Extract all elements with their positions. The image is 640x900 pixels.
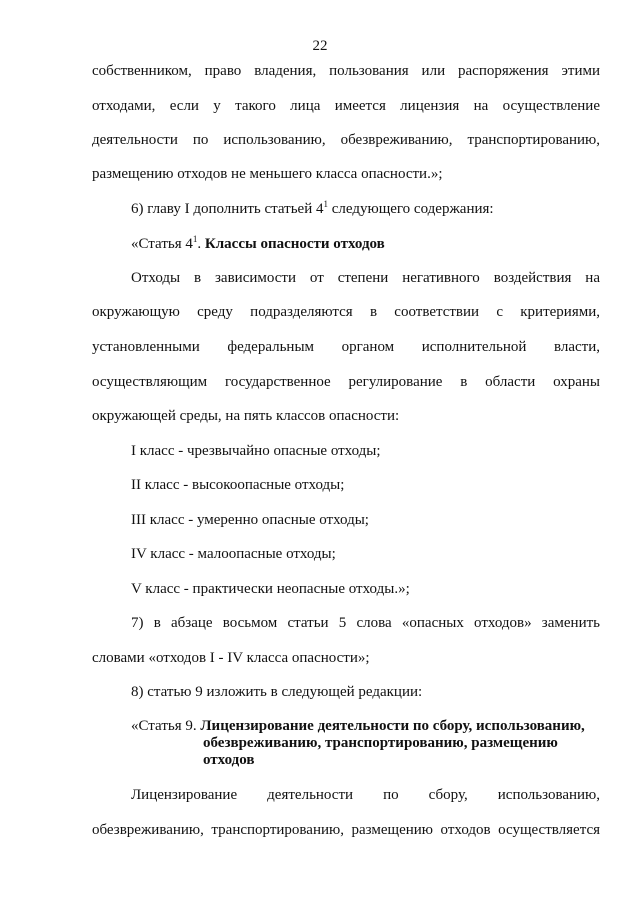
article-9-title-line-1: Лицензирование деятельности по сбору, использованию, [200,718,585,734]
article-4-1-dot: . [197,236,205,252]
paragraph-6-line-2: обезвреживанию, транспортированию, размещению отходов осуществляется [92,822,600,838]
paragraph-4-line-2: словами «отходов I - IV класса опасности»; [92,650,370,666]
article-9-prefix: «Статья 9. [131,718,201,734]
article-4-1-superscript: 1 [192,234,198,244]
paragraph-3-line-3: установленными федеральным органом исполнительной власти, [92,339,600,355]
article-9-heading [131,717,600,735]
paragraph-1-line-2: отходами, если у такого лица имеется лицензия на осуществление [92,98,600,114]
paragraph-6-line-1: Лицензирование деятельности по сбору, использованию, [131,787,600,803]
article-4-1-prefix: «Статья 4 [131,236,193,252]
paragraph-1-line-3: деятельности по использованию, обезвреживанию, транспортированию, [92,132,600,148]
class-item-1: I класс - чрезвычайно опасные отходы; [131,443,381,459]
page-number: 22 [312,38,328,54]
class-item-3: III класс - умеренно опасные отходы; [131,512,369,528]
article-4-1-title: Классы опасности отходов [204,236,385,252]
paragraph-1-line-1: собственником, право владения, пользования или распоряжения этими [92,63,600,79]
article-9-title-line-2: обезвреживанию, транспортированию, размещению [203,735,558,751]
paragraph-2-text-before: 6) главу I дополнить статьей 4 [131,201,324,217]
paragraph-3-line-4: осуществляющим государственное регулирование в области охраны [92,374,600,390]
class-item-2: II класс - высокоопасные отходы; [131,477,345,493]
paragraph-2 [131,200,600,218]
paragraph-1-line-4: размещению отходов не меньшего класса опасности.»; [92,166,443,182]
paragraph-2-text-after: следующего содержания: [328,201,494,217]
paragraph-5: 8) статью 9 изложить в следующей редакции: [131,684,423,700]
paragraph-4-line-1: 7) в абзаце восьмом статьи 5 слова «опасных отходов» заменить [131,615,600,631]
class-item-5: V класс - практически неопасные отходы.»; [131,581,410,597]
paragraph-3-line-1: Отходы в зависимости от степени негативного воздействия на [131,270,600,286]
paragraph-2-superscript: 1 [323,199,328,209]
paragraph-3-line-5: окружающей среды, на пять классов опасности: [92,408,400,424]
article-9-title-line-3: отходов [203,752,255,768]
paragraph-3-line-2: окружающую среду подразделяются в соответствии с критериями, [92,304,600,320]
article-4-1-heading [131,235,600,253]
class-item-4: IV класс - малоопасные отходы; [131,546,336,562]
